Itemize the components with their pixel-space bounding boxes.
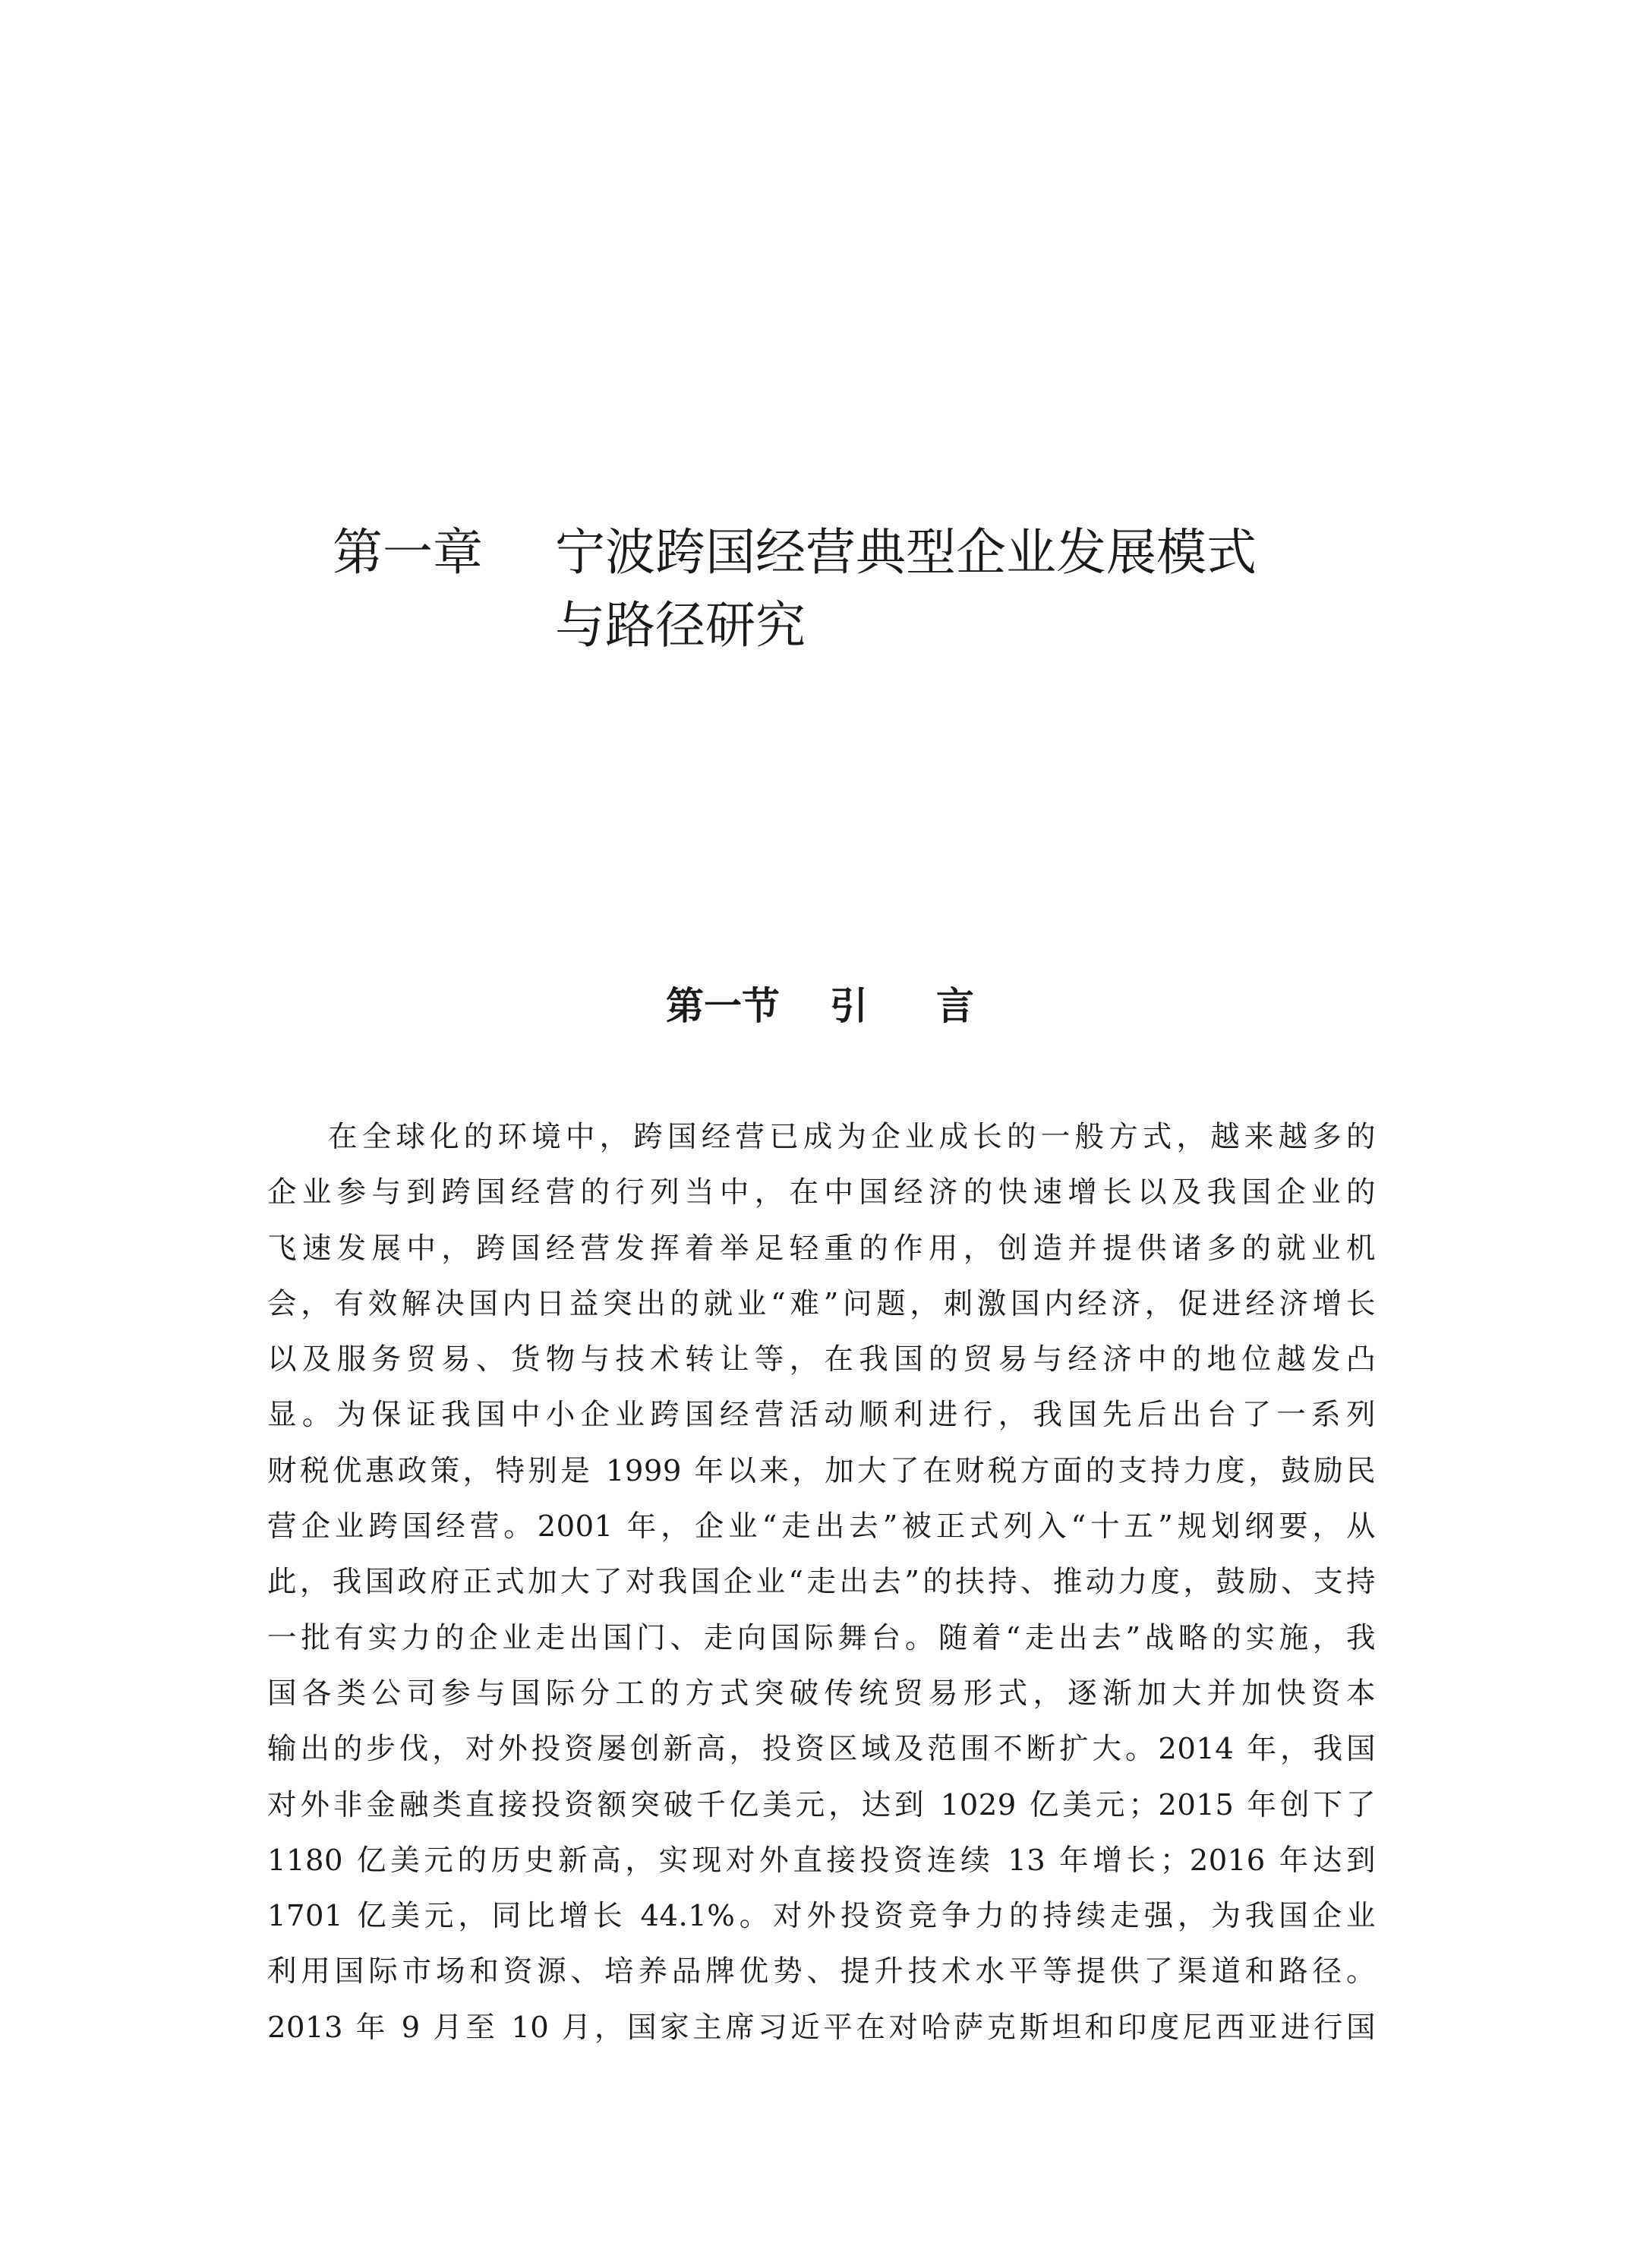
section-title-char-2: 言 — [936, 983, 974, 1028]
body-line: 会，有效解决国内日益突出的就业“难”问题，刺激国内经济，促进经济增长 — [267, 1286, 1376, 1321]
chapter-number: 第一章 — [333, 523, 483, 582]
chapter-heading-line-1 — [333, 516, 1396, 589]
body-line: 2013 年 9 月至 10 月，国家主席习近平在对哈萨克斯坦和印度尼西亚进行国 — [267, 2010, 1376, 2045]
body-line: 企业参与到跨国经营的行列当中，在中国经济的快速增长以及我国企业的 — [267, 1175, 1376, 1210]
body-line: 利用国际市场和资源、培养品牌优势、提升技术水平等提供了渠道和路径。 — [267, 1954, 1376, 1989]
chapter-title-line-1: 宁波跨国经营典型企业发展模式 — [555, 523, 1257, 582]
body-line: 以及服务贸易、货物与技术转让等，在我国的贸易与经济中的地位越发凸 — [267, 1342, 1376, 1377]
body-line: 1701 亿美元，同比增长 44.1%。对外投资竞争力的持续走强，为我国企业 — [267, 1899, 1376, 1934]
body-line: 营企业跨国经营。2001 年，企业“走出去”被正式列入“十五”规划纲要，从 — [267, 1509, 1376, 1544]
body-line: 飞速发展中，跨国经营发挥着举足轻重的作用，创造并提供诸多的就业机 — [267, 1231, 1376, 1266]
body-line: 国各类公司参与国际分工的方式突破传统贸易形式，逐渐加大并加快资本 — [267, 1676, 1376, 1711]
section-heading — [0, 979, 1640, 1033]
section-title-char-1: 引 — [830, 983, 868, 1028]
body-line: 此，我国政府正式加大了对我国企业“走出去”的扶持、推动力度，鼓励、支持 — [267, 1565, 1376, 1600]
body-line: 财税优惠政策，特别是 1999 年以来，加大了在财税方面的支持力度，鼓励民 — [267, 1453, 1376, 1488]
chapter-heading-line-2 — [333, 589, 1396, 662]
body-line: 对外非金融类直接投资额突破千亿美元，达到 1029 亿美元；2015 年创下了 — [267, 1787, 1376, 1822]
section-number: 第一节 — [666, 983, 780, 1028]
body-line: 在全球化的环境中，跨国经营已成为企业成长的一般方式，越来越多的 — [328, 1120, 1376, 1154]
body-paragraph — [267, 1109, 1376, 2055]
chapter-title-line-2: 与路径研究 — [555, 596, 806, 655]
body-line: 1180 亿美元的历史新高，实现对外直接投资连续 13 年增长；2016 年达到 — [267, 1843, 1376, 1878]
body-line: 显。为保证我国中小企业跨国经营活动顺利进行，我国先后出台了一系列 — [267, 1398, 1376, 1433]
chapter-heading — [333, 516, 1396, 662]
body-line: 一批有实力的企业走出国门、走向国际舞台。随着“走出去”战略的实施，我 — [267, 1620, 1376, 1655]
body-line: 输出的步伐，对外投资屡创新高，投资区域及范围不断扩大。2014 年，我国 — [267, 1732, 1376, 1767]
